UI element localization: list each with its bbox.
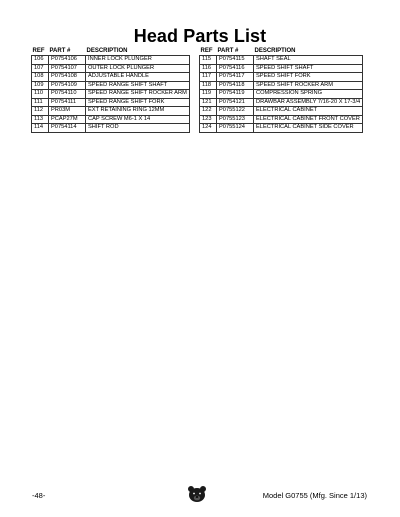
header-part: PART # [49,47,71,54]
cell-ref: 118 [200,81,217,90]
cell-part-number: P0754114 [49,124,86,133]
cell-ref: 106 [32,56,49,65]
table-row [200,115,363,124]
cell-description: ELECTRICAL CABINET SIDE COVER [254,124,363,133]
cell-ref: 119 [200,90,217,99]
table-row [32,107,190,116]
cell-part-number: P0754118 [217,81,254,90]
cell-description: SPEED SHIFT ROCKER ARM [254,81,363,90]
cell-part-number: P0754109 [49,81,86,90]
cell-part-number: P0754110 [49,90,86,99]
cell-description: SHAFT SEAL [254,56,363,65]
table-row [32,73,190,82]
cell-part-number: P0754121 [217,98,254,107]
parts-table-right-body [200,56,363,133]
cell-part-number: PR03M [49,107,86,116]
cell-ref: 121 [200,98,217,107]
cell-part-number: PCAP27M [49,115,86,124]
table-row [200,64,363,73]
cell-description: CAP SCREW M6-1 X 14 [86,115,190,124]
parts-table-left-body [32,56,190,133]
header-ref: REF [32,47,45,54]
table-row [32,115,190,124]
cell-description: SPEED RANGE SHIFT ROCKER ARM [86,90,190,99]
cell-ref: 110 [32,90,49,99]
header-description: DESCRIPTION [254,47,296,54]
table-row [32,90,190,99]
cell-part-number: P0754117 [217,73,254,82]
table-row [200,56,363,65]
table-header-row [32,46,190,56]
cell-part-number: P0754115 [217,56,254,65]
table-header-row [200,46,363,56]
cell-ref: 116 [200,64,217,73]
table-row [32,124,190,133]
table-row [200,90,363,99]
cell-ref: 117 [200,73,217,82]
page-title: Head Parts List [133,26,267,46]
cell-ref: 111 [32,98,49,107]
cell-ref: 107 [32,64,49,73]
cell-description: SPEED SHIFT SHAFT [254,64,363,73]
cell-description: SPEED RANGE SHIFT SHAFT [86,81,190,90]
table-row [32,98,190,107]
cell-description: COMPRESSION SPRING [254,90,363,99]
cell-part-number: P0755124 [217,124,254,133]
table-row [200,98,363,107]
cell-ref: 108 [32,73,49,82]
cell-part-number: P0754119 [217,90,254,99]
cell-ref: 112 [32,107,49,116]
cell-description: ADJUSTABLE HANDLE [86,73,190,82]
cell-part-number: P0754116 [217,64,254,73]
table-row [32,64,190,73]
cell-ref: 109 [32,81,49,90]
page-number: -48- [32,491,46,500]
header-ref: REF [200,47,213,54]
cell-description: INNER LOCK PLUNGER [86,56,190,65]
cell-description: EXT RETAINING RING 12MM [86,107,190,116]
parts-table-left [31,46,190,133]
cell-ref: 123 [200,115,217,124]
parts-table-right [199,46,363,133]
header-part: PART # [217,47,239,54]
cell-ref: 114 [32,124,49,133]
cell-part-number: P0754106 [49,56,86,65]
cell-ref: 115 [200,56,217,65]
model-text: Model G0755 (Mfg. Since 1/13) [262,491,367,500]
cell-part-number: P0755122 [217,107,254,116]
table-row [32,81,190,90]
cell-description: SPEED RANGE SHIFT FORK [86,98,190,107]
cell-description: SPEED SHIFT FORK [254,73,363,82]
table-row [200,81,363,90]
table-row [200,107,363,116]
cell-part-number: P0755123 [217,115,254,124]
header-description: DESCRIPTION [86,47,128,54]
cell-description: SHIFT ROD [86,124,190,133]
table-row [32,56,190,65]
cell-part-number: P0754111 [49,98,86,107]
cell-description: OUTER LOCK PLUNGER [86,64,190,73]
table-row [200,73,363,82]
cell-ref: 124 [200,124,217,133]
cell-description: ELECTRICAL CABINET FRONT COVER [254,115,363,124]
cell-description: ELECTRICAL CABINET [254,107,363,116]
cell-description: DRAWBAR ASSEMBLY 7/16-20 X 17-3/4 [254,98,363,107]
cell-ref: 122 [200,107,217,116]
table-row [200,124,363,133]
bear-head-icon [186,485,208,503]
cell-part-number: P0754107 [49,64,86,73]
cell-ref: 113 [32,115,49,124]
cell-part-number: P0754108 [49,73,86,82]
